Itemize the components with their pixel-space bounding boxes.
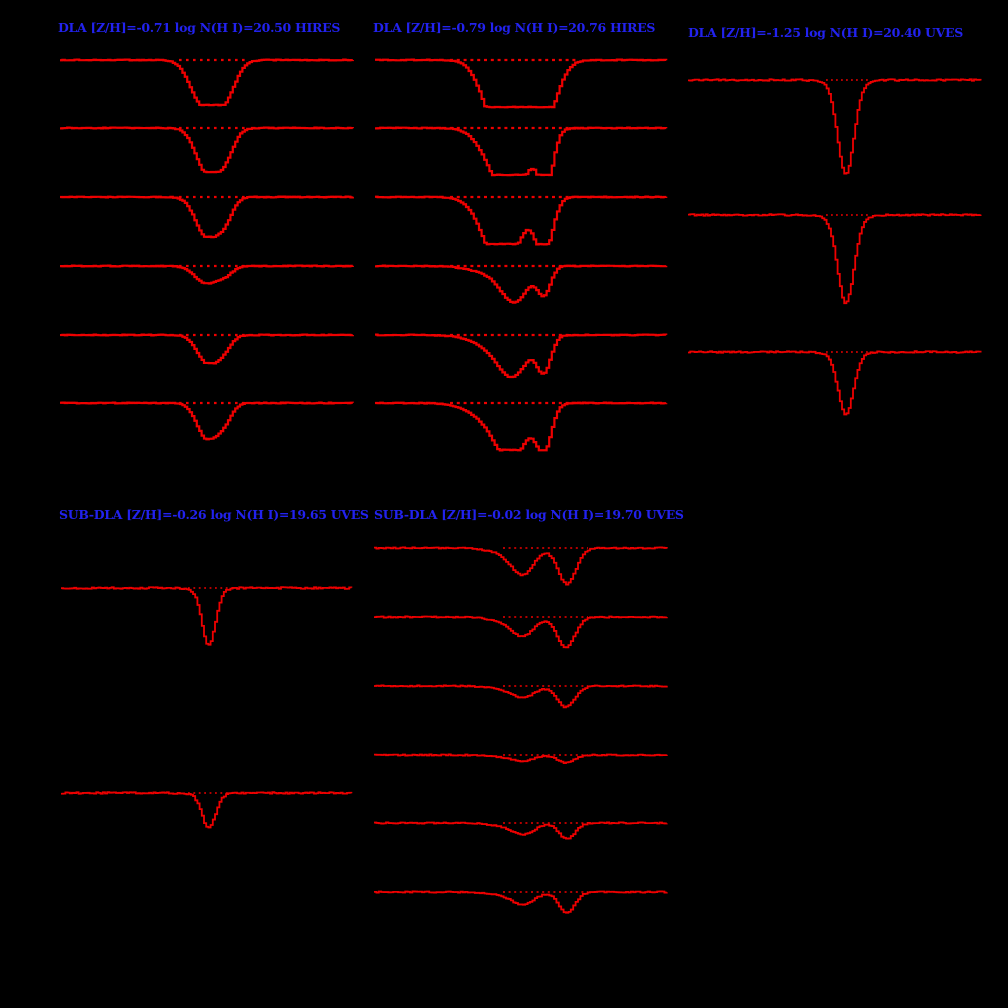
group-title-0: DLA [Z/H]=-0.71 log N(H I)=20.50 HIRES <box>58 20 341 35</box>
spectrum-line <box>61 792 351 827</box>
spectrum-line <box>375 128 666 176</box>
spectrum-line <box>60 403 353 440</box>
group-title-4: SUB-DLA [Z/H]=-0.02 log N(H I)=19.70 UVES <box>374 507 684 522</box>
spectra-layer <box>60 60 981 913</box>
spectrum-line <box>60 335 353 364</box>
spectrum-line <box>374 616 667 647</box>
spectrum-line <box>374 891 667 912</box>
spectrum-line <box>688 214 981 303</box>
spectrum-line <box>375 60 666 108</box>
spectrum-line <box>60 60 353 106</box>
group-title-2: DLA [Z/H]=-1.25 log N(H I)=20.40 UVES <box>688 25 963 40</box>
spectrum-line <box>60 128 353 173</box>
spectrum-line <box>374 685 667 707</box>
group-title-3: SUB-DLA [Z/H]=-0.26 log N(H I)=19.65 UVES <box>59 507 369 522</box>
spectrum-line <box>688 351 981 414</box>
group-title-1: DLA [Z/H]=-0.79 log N(H I)=20.76 HIRES <box>373 20 656 35</box>
spectrum-line <box>61 587 351 644</box>
spectrum-line <box>375 335 666 377</box>
spectrum-line <box>60 266 353 284</box>
spectrum-line <box>375 403 666 451</box>
spectrum-line <box>374 547 667 584</box>
spectrum-line <box>375 197 666 245</box>
spectrum-line <box>688 79 981 173</box>
spectrum-line <box>60 197 353 238</box>
spectrum-line <box>374 822 667 838</box>
spectrum-line <box>375 266 666 303</box>
